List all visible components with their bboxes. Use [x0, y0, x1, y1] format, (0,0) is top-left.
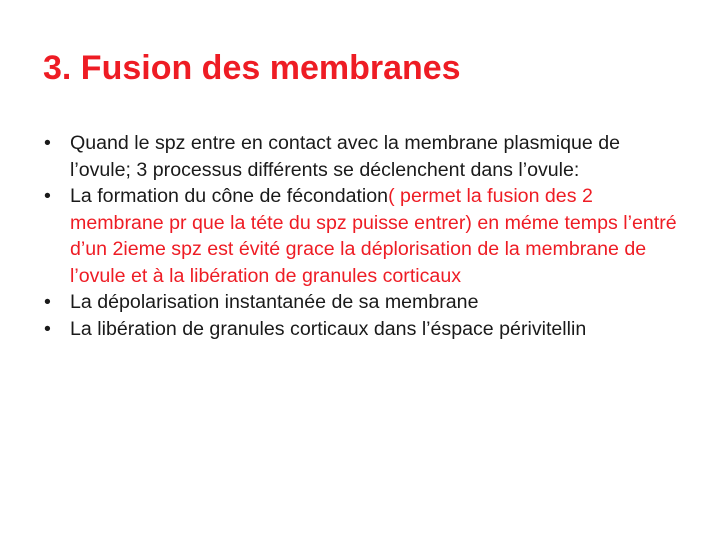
bullet-item-3 [44, 289, 684, 316]
bullet-item-1 [44, 130, 684, 183]
slide-title: 3. Fusion des membranes [43, 49, 461, 87]
bullet-text: La formation du cône de fécondation [70, 185, 389, 207]
bullet-text: Quand le spz entre en contact avec la membrane plasmique de l’ovule; 3 processus différents se déclenchent dans l’ovule: [70, 132, 621, 181]
bullet-list [44, 130, 684, 342]
bullet-icon: • [44, 132, 51, 154]
bullet-highlight-text: ( permet la fusion des 2 membrane pr que la téte du spz puisse entrer) en méme temps l’entré d’un 2ieme spz est évité grace la déplorisation de la membrane de l’ovule et à la libération de granules corticaux [70, 185, 677, 287]
bullet-icon: • [44, 185, 51, 207]
bullet-text: La dépolarisation instantanée de sa membrane [70, 291, 479, 313]
bullet-icon: • [44, 291, 51, 313]
bullet-item-2 [44, 183, 684, 289]
bullet-item-4 [44, 316, 684, 343]
bullet-text: La libération de granules corticaux dans l’éspace périvitellin [70, 317, 587, 340]
bullet-icon: • [44, 317, 51, 340]
